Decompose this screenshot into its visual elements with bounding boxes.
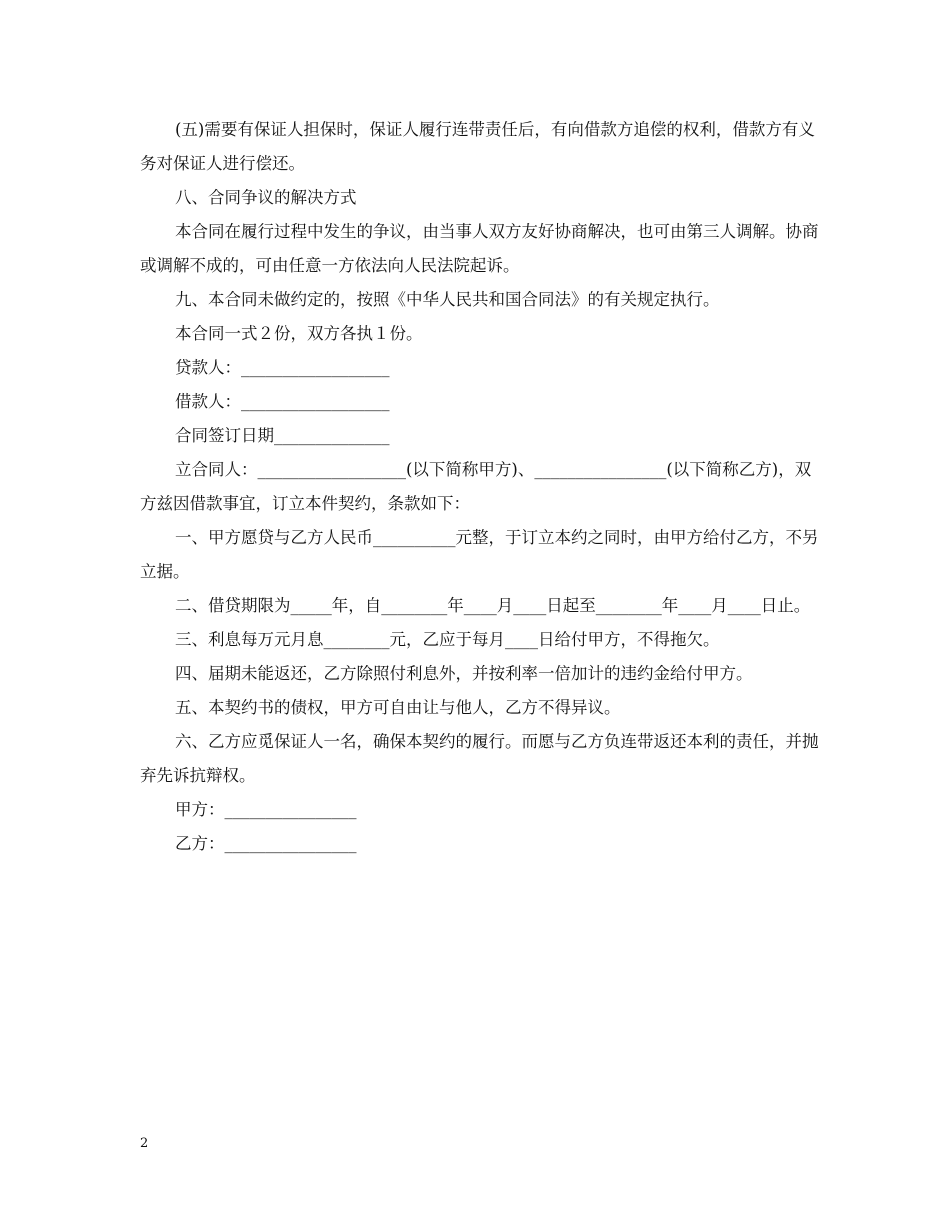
party-b-signature-line: 乙方：________________ [175, 834, 357, 853]
clause-1-loan-amount: 一、甲方愿贷与乙方人民币__________元整，于订立本约之同时，由甲方给付乙方，不另立据。 [140, 528, 819, 581]
contract-date-line: 合同签订日期______________ [175, 426, 390, 445]
clause-2-loan-term: 二、借贷期限为_____年，自________年____月____日起至________年____月____日止。 [175, 596, 811, 615]
dispute-resolution-paragraph: 本合同在履行过程中发生的争议，由当事人双方友好协商解决，也可由第三人调解。协商或调解不成的，可由任意一方依法向人民法院起诉。 [140, 222, 819, 275]
party-a-signature-line: 甲方：________________ [175, 800, 357, 819]
section-8-heading: 八、合同争议的解决方式 [175, 188, 357, 207]
section-9-paragraph: 九、本合同未做约定的，按照《中华人民共和国合同法》的有关规定执行。 [175, 290, 720, 309]
clause-5-creditor-rights: 五、本契约书的债权，甲方可自由让与他人，乙方不得异议。 [175, 698, 621, 717]
page-number: 2 [140, 1136, 149, 1151]
document-body [140, 113, 820, 861]
clause-5-guarantor-recourse: (五)需要有保证人担保时，保证人履行连带责任后，有向借款方追偿的权利，借款方有义务对保证人进行偿还。 [140, 120, 815, 173]
borrower-signature-line: 借款人：__________________ [175, 392, 390, 411]
copies-paragraph: 本合同一式２份，双方各执１份。 [175, 324, 423, 343]
clause-4-default-penalty: 四、届期未能返还，乙方除照付利息外，并按利率一倍加计的违约金给付甲方。 [175, 664, 753, 683]
clause-6-guarantor: 六、乙方应觅保证人一名，确保本契约的履行。而愿与乙方负连带返还本利的责任，并抛弃先诉抗辩权。 [140, 732, 819, 785]
lender-signature-line: 贷款人：__________________ [175, 358, 390, 377]
contracting-parties-paragraph: 立合同人：__________________(以下简称甲方)、________________(以下简称乙方)，双方兹因借款事宜，订立本件契约，条款如下： [140, 460, 812, 513]
clause-3-interest: 三、利息每万元月息________元，乙应于每月____日给付甲方，不得拖欠。 [175, 630, 720, 649]
